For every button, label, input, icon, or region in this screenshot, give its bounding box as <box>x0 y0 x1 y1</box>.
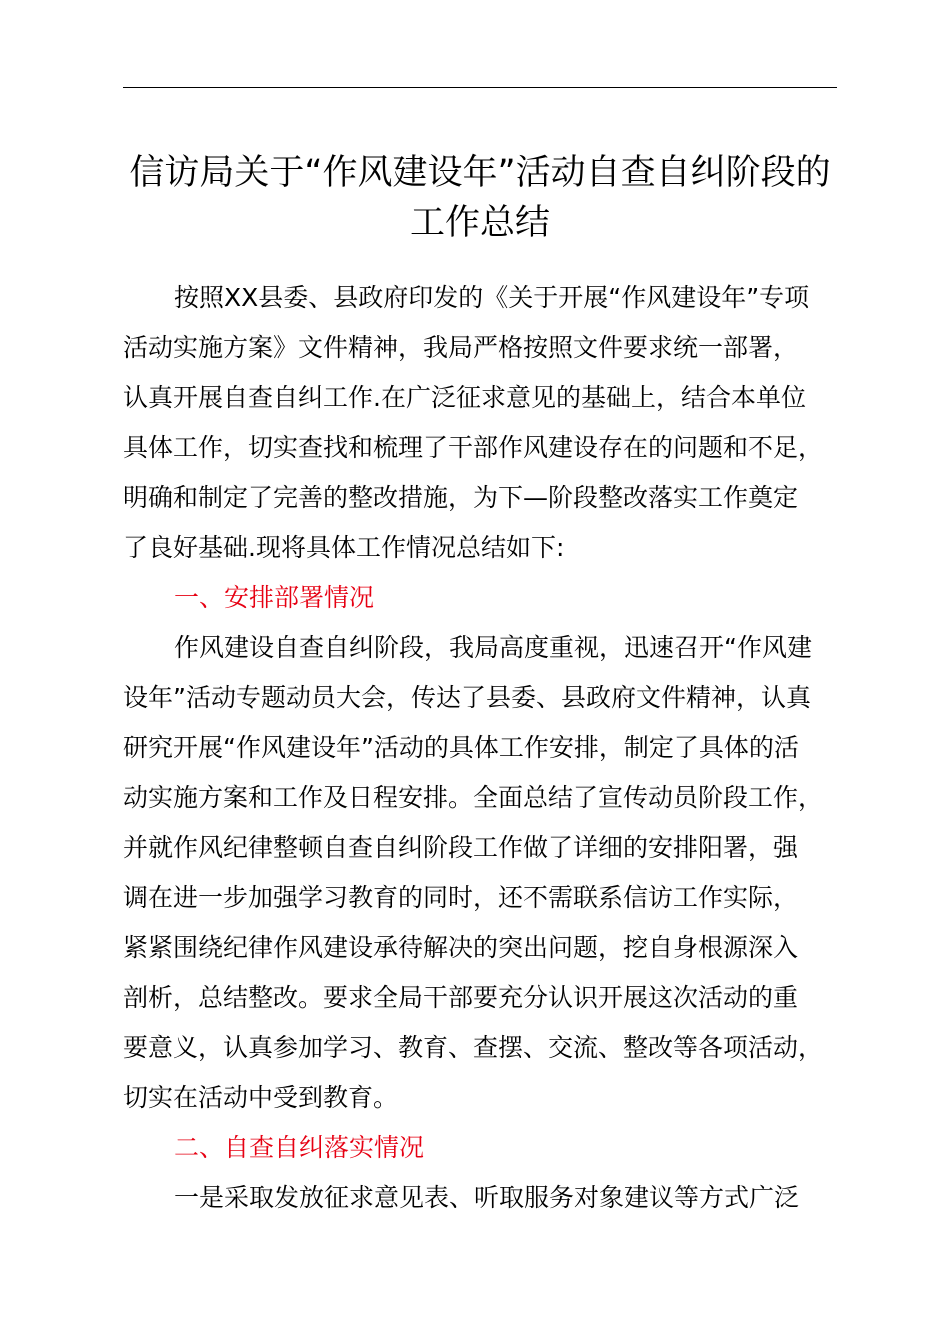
document-body <box>123 273 843 1223</box>
paragraph-line: 切实在活动中受到教育。 <box>123 1083 399 1112</box>
paragraph-line: 调在进一步加强学习教育的同时，还不需联系信访工作实际， <box>123 883 799 912</box>
section-heading-1: 一、安排部署情况 <box>174 583 375 612</box>
paragraph-line: 紧紧围绕纪律作风建设承待解决的突出问题，挖自身根源深入 <box>123 933 799 962</box>
paragraph-line: 剖析，总结整改。要求全局干部要充分认识开展这次活动的重 <box>123 983 799 1012</box>
document-title <box>80 148 880 248</box>
title-line: 信访局关于“作风建设年”活动自查自纠阶段的 <box>129 153 831 193</box>
paragraph-line: 按照XX县委、县政府印发的《关于开展“作风建设年”专项 <box>174 283 810 312</box>
paragraph-line: 认真开展自查自纠工作.在广泛征求意见的基础上，结合本单位 <box>123 383 806 412</box>
paragraph-line: 了良好基础.现将具体工作情况总结如下: <box>123 533 565 562</box>
paragraph-line: 并就作风纪律整顿自查自纠阶段工作做了详细的安排阳署，强 <box>123 833 799 862</box>
paragraph-line: 作风建设自查自纠阶段，我局高度重视，迅速召开“作风建 <box>174 633 812 662</box>
section-heading-2: 二、自查自纠落实情况 <box>174 1133 425 1162</box>
paragraph-line: 具体工作，切实查找和梳理了干部作风建设存在的问题和不足， <box>123 433 824 462</box>
header-rule <box>123 87 837 88</box>
paragraph-line: 研究开展“作风建设年”活动的具体工作安排，制定了具体的活 <box>123 733 799 762</box>
paragraph-line: 一是采取发放征求意见表、听取服务对象建议等方式广泛 <box>174 1183 800 1212</box>
paragraph-line: 设年”活动专题动员大会，传达了县委、县政府文件精神，认真 <box>123 683 811 712</box>
title-line: 工作总结 <box>409 203 550 243</box>
paragraph-line: 动实施方案和工作及日程安排。全面总结了宣传动员阶段工作， <box>123 783 824 812</box>
paragraph-line: 活动实施方案》文件精神，我局严格按照文件要求统一部署， <box>123 333 799 362</box>
paragraph-line: 明确和制定了完善的整改措施，为下—阶段整改落实工作奠定 <box>123 483 799 512</box>
paragraph-line: 要意义，认真参加学习、教育、查摆、交流、整改等各项活动， <box>123 1033 824 1062</box>
